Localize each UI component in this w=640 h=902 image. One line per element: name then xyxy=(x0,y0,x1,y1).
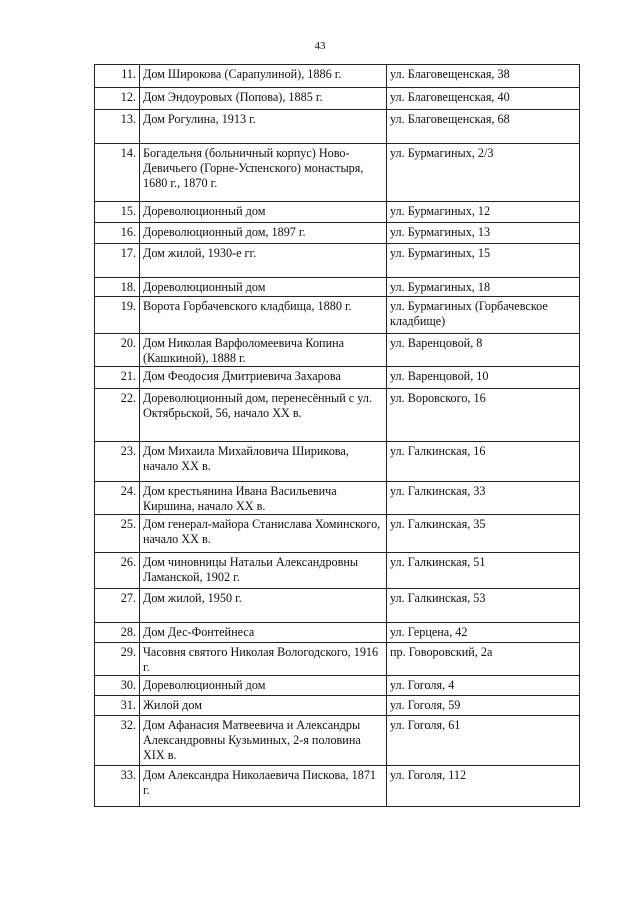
object-address: ул. Варенцовой, 10 xyxy=(387,367,580,389)
row-number: 22. xyxy=(95,389,140,442)
object-name: Дом жилой, 1930-е гг. xyxy=(140,244,387,278)
object-address: ул. Благовещенская, 40 xyxy=(387,88,580,110)
object-name: Жилой дом xyxy=(140,696,387,716)
object-name: Дом Михаила Михайловича Ширикова, начало XX в. xyxy=(140,442,387,482)
row-number: 25. xyxy=(95,515,140,553)
row-number: 27. xyxy=(95,589,140,623)
table-row xyxy=(95,389,580,442)
table-row xyxy=(95,244,580,278)
table-row xyxy=(95,623,580,643)
table-row xyxy=(95,766,580,807)
row-number: 21. xyxy=(95,367,140,389)
table-row xyxy=(95,223,580,244)
object-address: ул. Воровского, 16 xyxy=(387,389,580,442)
object-address: ул. Герцена, 42 xyxy=(387,623,580,643)
table-row xyxy=(95,482,580,515)
row-number: 33. xyxy=(95,766,140,807)
row-number: 17. xyxy=(95,244,140,278)
row-number: 15. xyxy=(95,202,140,223)
object-name: Дом Феодосия Дмитриевича Захарова xyxy=(140,367,387,389)
row-number: 29. xyxy=(95,643,140,676)
object-name: Дом Николая Варфоломеевича Копина (Кашкиной), 1888 г. xyxy=(140,334,387,367)
table-row xyxy=(95,676,580,696)
table-row xyxy=(95,553,580,589)
object-name: Дом жилой, 1950 г. xyxy=(140,589,387,623)
object-address: ул. Бурмагиных, 13 xyxy=(387,223,580,244)
object-name: Дом генерал-майора Станислава Хоминского, начало XX в. xyxy=(140,515,387,553)
object-address: ул. Бурмагиных, 2/3 xyxy=(387,144,580,202)
object-name: Дореволюционный дом xyxy=(140,676,387,696)
table-row xyxy=(95,202,580,223)
table-row xyxy=(95,297,580,334)
object-address: ул. Галкинская, 16 xyxy=(387,442,580,482)
row-number: 19. xyxy=(95,297,140,334)
object-address: ул. Гоголя, 112 xyxy=(387,766,580,807)
table-row xyxy=(95,589,580,623)
object-name: Дореволюционный дом, 1897 г. xyxy=(140,223,387,244)
heritage-table xyxy=(94,64,580,807)
table-row xyxy=(95,696,580,716)
object-address: ул. Галкинская, 51 xyxy=(387,553,580,589)
object-address: ул. Благовещенская, 38 xyxy=(387,65,580,88)
object-name: Дореволюционный дом xyxy=(140,278,387,297)
table-row xyxy=(95,65,580,88)
page-number: 43 xyxy=(314,40,326,52)
object-address: ул. Бурмагиных (Горбачевское кладбище) xyxy=(387,297,580,334)
object-address: ул. Галкинская, 35 xyxy=(387,515,580,553)
object-address: ул. Бурмагиных, 18 xyxy=(387,278,580,297)
object-address: ул. Гоголя, 61 xyxy=(387,716,580,766)
object-address: пр. Говоровский, 2а xyxy=(387,643,580,676)
row-number: 31. xyxy=(95,696,140,716)
table-row xyxy=(95,515,580,553)
row-number: 30. xyxy=(95,676,140,696)
row-number: 16. xyxy=(95,223,140,244)
row-number: 26. xyxy=(95,553,140,589)
object-address: ул. Бурмагиных, 15 xyxy=(387,244,580,278)
table-row xyxy=(95,144,580,202)
table-row xyxy=(95,110,580,144)
table-row xyxy=(95,442,580,482)
table-row xyxy=(95,643,580,676)
object-name: Дореволюционный дом xyxy=(140,202,387,223)
row-number: 14. xyxy=(95,144,140,202)
table-row xyxy=(95,716,580,766)
object-name: Ворота Горбачевского кладбища, 1880 г. xyxy=(140,297,387,334)
object-name: Дом Рогулина, 1913 г. xyxy=(140,110,387,144)
row-number: 13. xyxy=(95,110,140,144)
row-number: 11. xyxy=(95,65,140,88)
object-address: ул. Галкинская, 33 xyxy=(387,482,580,515)
row-number: 18. xyxy=(95,278,140,297)
object-address: ул. Бурмагиных, 12 xyxy=(387,202,580,223)
row-number: 12. xyxy=(95,88,140,110)
row-number: 20. xyxy=(95,334,140,367)
object-name: Богадельня (больничный корпус) Ново-Девичьего (Горне-Успенского) монастыря, 1680 г., 1870 г. xyxy=(140,144,387,202)
object-address: ул. Гоголя, 59 xyxy=(387,696,580,716)
object-name: Часовня святого Николая Вологодского, 1916 г. xyxy=(140,643,387,676)
object-name: Дом Широкова (Сарапулиной), 1886 г. xyxy=(140,65,387,88)
object-address: ул. Галкинская, 53 xyxy=(387,589,580,623)
object-name: Дом Эндоуровых (Попова), 1885 г. xyxy=(140,88,387,110)
row-number: 23. xyxy=(95,442,140,482)
table-row xyxy=(95,278,580,297)
row-number: 28. xyxy=(95,623,140,643)
object-address: ул. Благовещенская, 68 xyxy=(387,110,580,144)
object-address: ул. Гоголя, 4 xyxy=(387,676,580,696)
table-row xyxy=(95,367,580,389)
row-number: 24. xyxy=(95,482,140,515)
object-name: Дом крестьянина Ивана Васильевича Киршина, начало XX в. xyxy=(140,482,387,515)
object-name: Дом Дес-Фонтейнеса xyxy=(140,623,387,643)
object-name: Дореволюционный дом, перенесённый с ул. Октябрьской, 56, начало XX в. xyxy=(140,389,387,442)
table-body xyxy=(95,65,580,807)
object-name: Дом Афанасия Матвеевича и Александры Александровны Кузьминых, 2-я половина XIX в. xyxy=(140,716,387,766)
object-name: Дом Александра Николаевича Пискова, 1871 г. xyxy=(140,766,387,807)
table-row xyxy=(95,88,580,110)
object-address: ул. Варенцовой, 8 xyxy=(387,334,580,367)
table-row xyxy=(95,334,580,367)
row-number: 32. xyxy=(95,716,140,766)
object-name: Дом чиновницы Натальи Александровны Ламанской, 1902 г. xyxy=(140,553,387,589)
